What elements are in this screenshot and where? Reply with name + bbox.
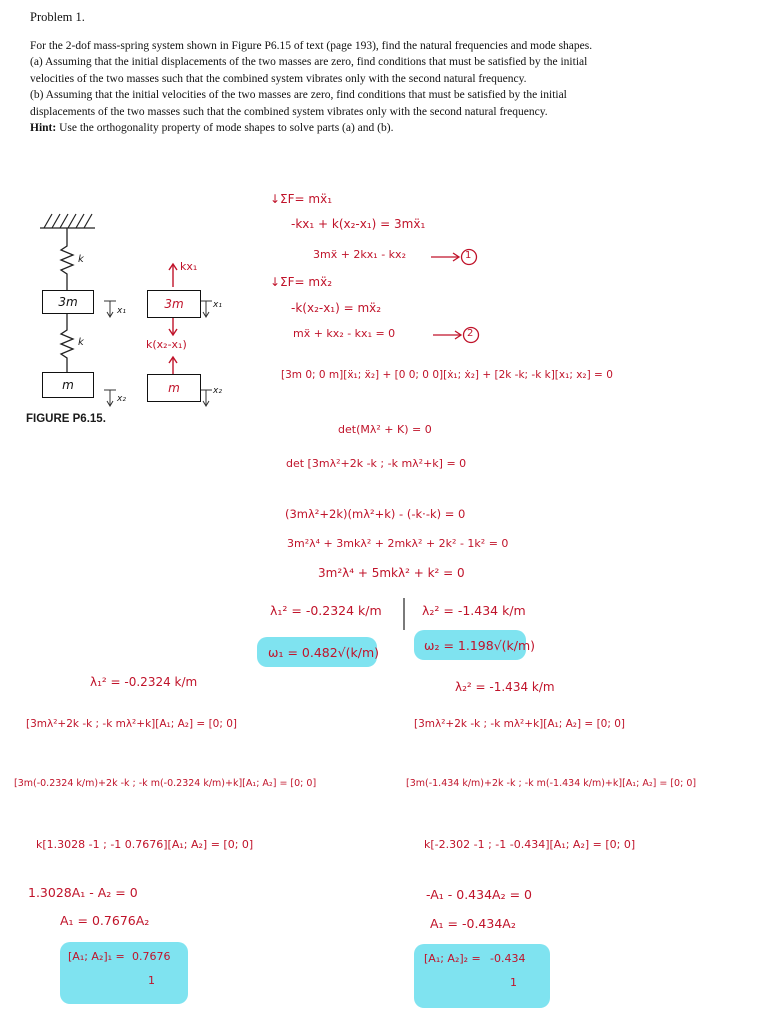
figure-caption: FIGURE P6.15. — [26, 413, 106, 425]
x2-label: x₂ — [117, 394, 126, 404]
spring-label-middle: k — [78, 337, 84, 348]
eom-1b: 3mẍ + 2kx₁ - kx₂ — [313, 248, 406, 261]
mode1-eq-substituted: [3m(-0.2324 k/m)+2k -k ; -k m(-0.2324 k/m)+k][A₁; A₂] = [0; 0] — [14, 778, 317, 789]
eom-2b: mẍ + kx₂ - kx₁ = 0 — [293, 327, 396, 340]
fbd-x1-label: x₁ — [213, 300, 222, 310]
x1-label: x₁ — [117, 306, 126, 316]
mode1-eq-numeric: k[1.3028 -1 ; -1 0.7676][A₁; A₂] = [0; 0] — [36, 838, 254, 851]
omega2-result: ω₂ = 1.198√(k/m) — [424, 638, 536, 653]
force-k-x2-x1: k(x₂-x₁) — [146, 338, 187, 351]
fbd-mass-3m: 3m — [147, 290, 201, 318]
problem-part-b: (b) Assuming that the initial velocities of the two masses are zero, find conditions that must be satisfied by the initial displacements of the two masses such that the combined system vibrates only with the second natural frequency. — [30, 89, 567, 118]
hint-text: Use the orthogonality property of mode shapes to solve parts (a) and (b). — [59, 122, 394, 135]
eom-2a: -k(x₂-x₁) = mẍ₂ — [291, 301, 382, 315]
mode1-solution: A₁ = 0.7676A₂ — [60, 913, 150, 928]
lambda1-root: λ₁² = -0.2324 k/m — [270, 603, 382, 618]
expand-1: (3mλ²+2k)(mλ²+k) - (-k·-k) = 0 — [285, 507, 466, 521]
mode2-eq-generic: [3mλ²+2k -k ; -k mλ²+k][A₁; A₂] = [0; 0] — [414, 718, 625, 730]
mode2-eq-substituted: [3m(-1.434 k/m)+2k -k ; -k m(-1.434 k/m)+k][A₁; A₂] = [0; 0] — [406, 778, 697, 789]
ceiling-hatch — [40, 214, 95, 228]
mode1-vector-top: 0.7676 — [132, 950, 171, 963]
matrix-equation: [3m 0; 0 m][ẍ₁; ẍ₂] + [0 0; 0 0][ẋ₁; ẋ₂] + [2k -k; -k k][x₁; x₂] = 0 — [281, 369, 613, 381]
mass-m-box: m — [42, 372, 94, 398]
mode2-relation: -A₁ - 0.434A₂ = 0 — [426, 887, 532, 902]
hint-label: Hint: — [30, 122, 57, 135]
mode2-eq-numeric: k[-2.302 -1 ; -1 -0.434][A₁; A₂] = [0; 0] — [424, 838, 636, 851]
eom-1a: -kx₁ + k(x₂-x₁) = 3mẍ₁ — [291, 217, 426, 231]
force-kx1: kx₁ — [180, 260, 198, 273]
problem-intro: For the 2-dof mass-spring system shown in Figure P6.15 of text (page 193), find the natural frequencies and mode shapes. — [30, 40, 593, 52]
mode1-eq-generic: [3mλ²+2k -k ; -k mλ²+k][A₁; A₂] = [0; 0] — [26, 718, 237, 730]
problem-title: Problem 1. — [30, 10, 85, 24]
mass-3m-box: 3m — [42, 290, 94, 314]
mode2-vector-label: [A₁; A₂]₂ = — [424, 952, 481, 965]
mode2-vector-bottom: 1 — [510, 976, 517, 989]
fbd-x2-label: x₂ — [213, 386, 222, 396]
mode1-relation: 1.3028A₁ - A₂ = 0 — [28, 885, 138, 900]
middle-spring — [61, 313, 73, 372]
omega1-result: ω₁ = 0.482√(k/m) — [268, 645, 380, 660]
det-matrix: det [3mλ²+2k -k ; -k mλ²+k] = 0 — [286, 457, 467, 470]
expand-2: 3m²λ⁴ + 3mkλ² + 2mkλ² + 2k² - 1k² = 0 — [287, 537, 509, 550]
top-spring — [61, 228, 73, 290]
spring-label-top: k — [78, 254, 84, 265]
mode1-lambda: λ₁² = -0.2324 k/m — [90, 675, 198, 689]
mode2-vector-top: -0.434 — [490, 952, 526, 965]
det-equation: det(Mλ² + K) = 0 — [338, 423, 432, 436]
sum-forces-1: ↓ΣF= mẍ₁ — [270, 192, 333, 206]
expand-3: 3m²λ⁴ + 5mkλ² + k² = 0 — [318, 566, 465, 580]
mode1-vector-bottom: 1 — [148, 974, 155, 987]
lambda2-root: λ₂² = -1.434 k/m — [422, 603, 526, 618]
fbd-mass-m: m — [147, 374, 201, 402]
sum-forces-2: ↓ΣF= mẍ₂ — [270, 275, 333, 289]
eq-tag-2: 2 — [467, 328, 474, 339]
eq-tag-1: 1 — [465, 250, 472, 261]
mode1-vector-label: [A₁; A₂]₁ = — [68, 950, 125, 963]
problem-part-a: (a) Assuming that the initial displacements of the two masses are zero, find conditions that must be satisfied by the initial velocities of the two masses such that the combined system vibrates only with the second natural frequency. — [30, 56, 588, 85]
mode2-solution: A₁ = -0.434A₂ — [430, 916, 516, 931]
mode2-lambda: λ₂² = -1.434 k/m — [455, 680, 555, 694]
